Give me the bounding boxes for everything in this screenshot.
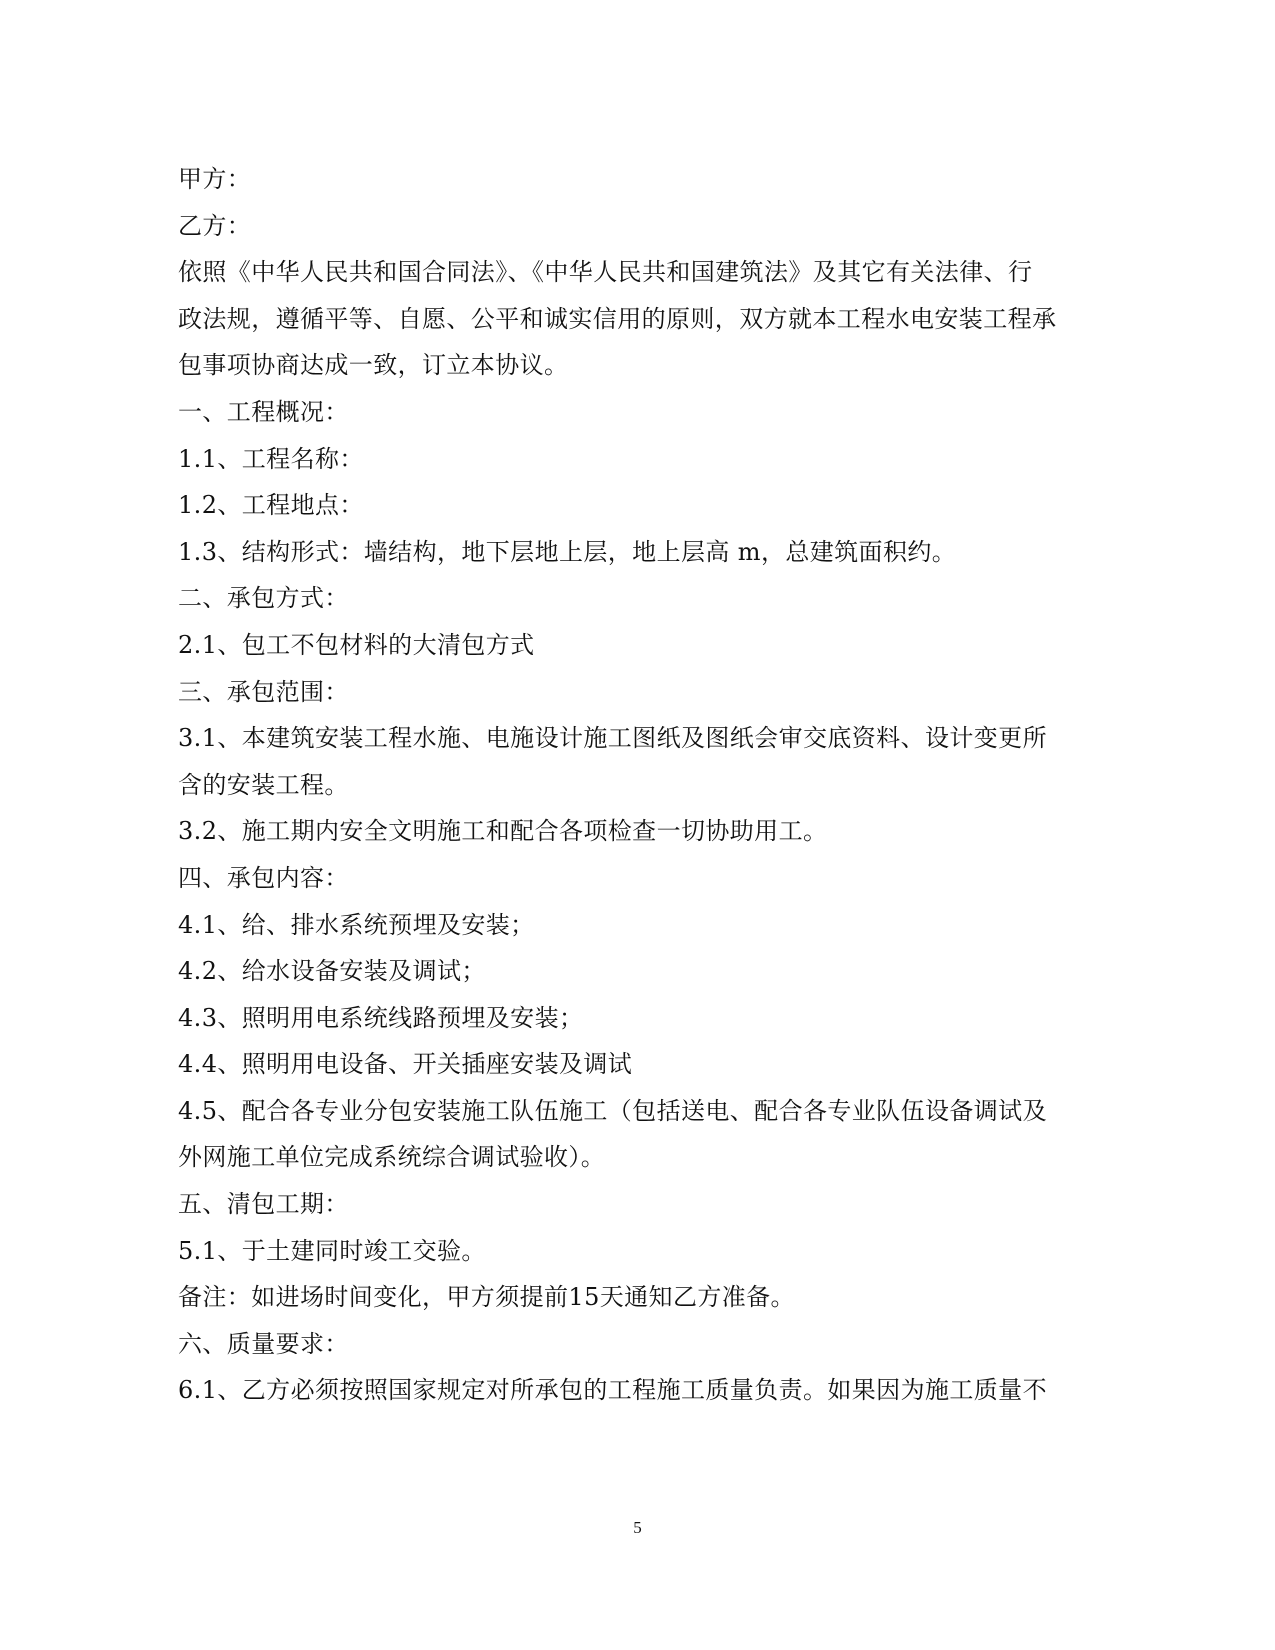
section-2-heading: 二、承包方式： — [178, 584, 349, 613]
clause-4-1: 4.1、给、排水系统预埋及安装； — [178, 910, 535, 939]
section-4-heading: 四、承包内容： — [178, 863, 349, 892]
page-number: 5 — [633, 1518, 642, 1537]
clause-4-5-line-2: 外网施工单位完成系统综合调试验收）。 — [178, 1143, 606, 1172]
section-5-heading: 五、清包工期： — [178, 1190, 349, 1219]
clause-3-1-line-2: 含的安装工程。 — [178, 770, 349, 799]
clause-4-4: 4.4、照明用电设备、开关插座安装及调试 — [178, 1050, 633, 1079]
clause-4-3: 4.3、照明用电系统线路预埋及安装； — [178, 1003, 584, 1032]
preamble-line-1: 依照《中华人民共和国合同法》、《中华人民共和国建筑法》及其它有关法律、行 — [178, 258, 1033, 287]
preamble-line-2: 政法规，遵循平等、自愿、公平和诚实信用的原则，双方就本工程水电安装工程承 — [178, 304, 1057, 333]
clause-4-2: 4.2、给水设备安装及调试； — [178, 957, 486, 986]
party-b-line: 乙方： — [178, 211, 252, 240]
section-6-heading: 六、质量要求： — [178, 1329, 349, 1358]
clause-2-1: 2.1、包工不包材料的大清包方式 — [178, 630, 535, 659]
party-a-line: 甲方： — [178, 165, 252, 193]
clause-4-5-line-1: 4.5、配合各专业分包安装施工队伍施工（包括送电、配合各专业队伍设备调试及 — [178, 1096, 1047, 1125]
document-body — [178, 156, 1078, 1414]
clause-6-1: 6.1、乙方必须按照国家规定对所承包的工程施工质量负责。如果因为施工质量不 — [178, 1376, 1047, 1405]
section-1-heading: 一、工程概况： — [178, 397, 349, 426]
remark-line: 备注：如进场时间变化，甲方须提前15天通知乙方准备。 — [178, 1283, 795, 1312]
clause-3-2: 3.2、施工期内安全文明施工和配合各项检查一切协助用工。 — [178, 817, 828, 846]
clause-3-1-line-1: 3.1、本建筑安装工程水施、电施设计施工图纸及图纸会审交底资料、设计变更所 — [178, 724, 1047, 753]
clause-1-1: 1.1、工程名称： — [178, 444, 364, 473]
clause-1-3: 1.3、结构形式：墙结构，地下层地上层，地上层高 m，总建筑面积约。 — [178, 537, 957, 566]
clause-5-1: 5.1、于土建同时竣工交验。 — [178, 1236, 486, 1265]
section-3-heading: 三、承包范围： — [178, 677, 349, 706]
preamble-line-3: 包事项协商达成一致，订立本协议。 — [178, 351, 569, 380]
clause-1-2: 1.2、工程地点： — [178, 491, 364, 520]
